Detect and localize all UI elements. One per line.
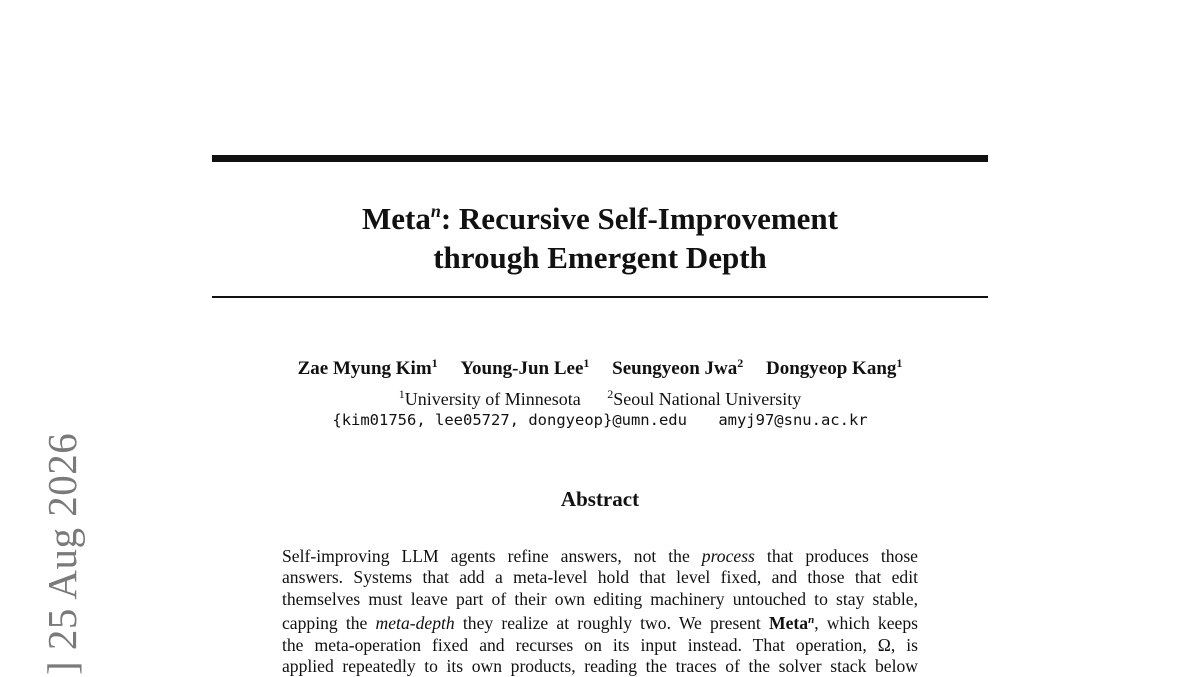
abstract-method-name: Meta bbox=[768, 613, 809, 634]
title-line-2: through Emergent Depth bbox=[433, 240, 767, 275]
arxiv-side-stamp: ] 25 Aug 2026 bbox=[39, 432, 85, 675]
author bbox=[612, 358, 743, 379]
email-list bbox=[212, 408, 988, 432]
abstract-emphasis: meta-depth bbox=[375, 613, 455, 634]
title-top-rule bbox=[212, 155, 988, 162]
affiliation-mark: 2 bbox=[607, 387, 614, 401]
abstract-text: they realize at roughly two. We present bbox=[454, 613, 769, 634]
title-superscript: n bbox=[430, 201, 441, 221]
abstract-line bbox=[282, 546, 918, 567]
title-line-1-rest: : Recursive Self-Improvement bbox=[440, 201, 839, 236]
abstract-line bbox=[282, 610, 918, 634]
abstract-text: capping the bbox=[282, 613, 376, 634]
affiliation-list bbox=[212, 382, 988, 411]
email-umn: {kim01756, lee05727, dongyeop}@umn.edu bbox=[332, 411, 687, 429]
abstract-line: applied repeatedly to its own products, reading the traces of the solver stack below bbox=[282, 656, 918, 677]
author-affiliation-mark: 1 bbox=[583, 356, 590, 370]
affiliation-name: Seoul National University bbox=[613, 389, 802, 409]
paper-title bbox=[212, 192, 988, 277]
abstract-text: that produces those bbox=[754, 546, 918, 566]
abstract-line: answers. Systems that add a meta-level hold that level fixed, and those that edit bbox=[282, 567, 918, 588]
abstract-method-superscript: n bbox=[808, 614, 815, 627]
affiliation-name: University of Minnesota bbox=[404, 389, 581, 409]
author-name: Young-Jun Lee bbox=[460, 358, 584, 379]
email-snu: amyj97@snu.ac.kr bbox=[718, 411, 868, 429]
abstract-heading: Abstract bbox=[560, 487, 640, 511]
title-bottom-rule bbox=[212, 296, 988, 298]
abstract-body bbox=[282, 546, 918, 677]
abstract-line: themselves must leave part of their own editing machinery untouched to stay stable, bbox=[282, 588, 918, 609]
abstract-text: , which keeps bbox=[814, 613, 918, 634]
abstract-text: Self-improving LLM agents refine answers, not the bbox=[282, 546, 702, 566]
author-affiliation-mark: 1 bbox=[431, 356, 438, 370]
author-name: Dongyeop Kang bbox=[766, 358, 897, 379]
affiliation bbox=[399, 389, 581, 409]
author-name: Zae Myung Kim bbox=[297, 358, 432, 379]
title-meta-word: Meta bbox=[361, 201, 431, 236]
affiliation-mark: 1 bbox=[398, 387, 405, 401]
author-affiliation-mark: 1 bbox=[896, 356, 903, 370]
author bbox=[766, 358, 902, 379]
author-affiliation-mark: 2 bbox=[737, 356, 744, 370]
author bbox=[298, 358, 438, 379]
author bbox=[460, 358, 589, 379]
author-list bbox=[212, 351, 988, 381]
title-line-1 bbox=[212, 192, 988, 238]
abstract-emphasis: process bbox=[701, 546, 755, 566]
affiliation bbox=[607, 389, 801, 409]
author-name: Seungyeon Jwa bbox=[612, 358, 738, 379]
abstract-line: the meta-operation fixed and recurses on its input instead. That operation, Ω, is bbox=[282, 634, 918, 655]
